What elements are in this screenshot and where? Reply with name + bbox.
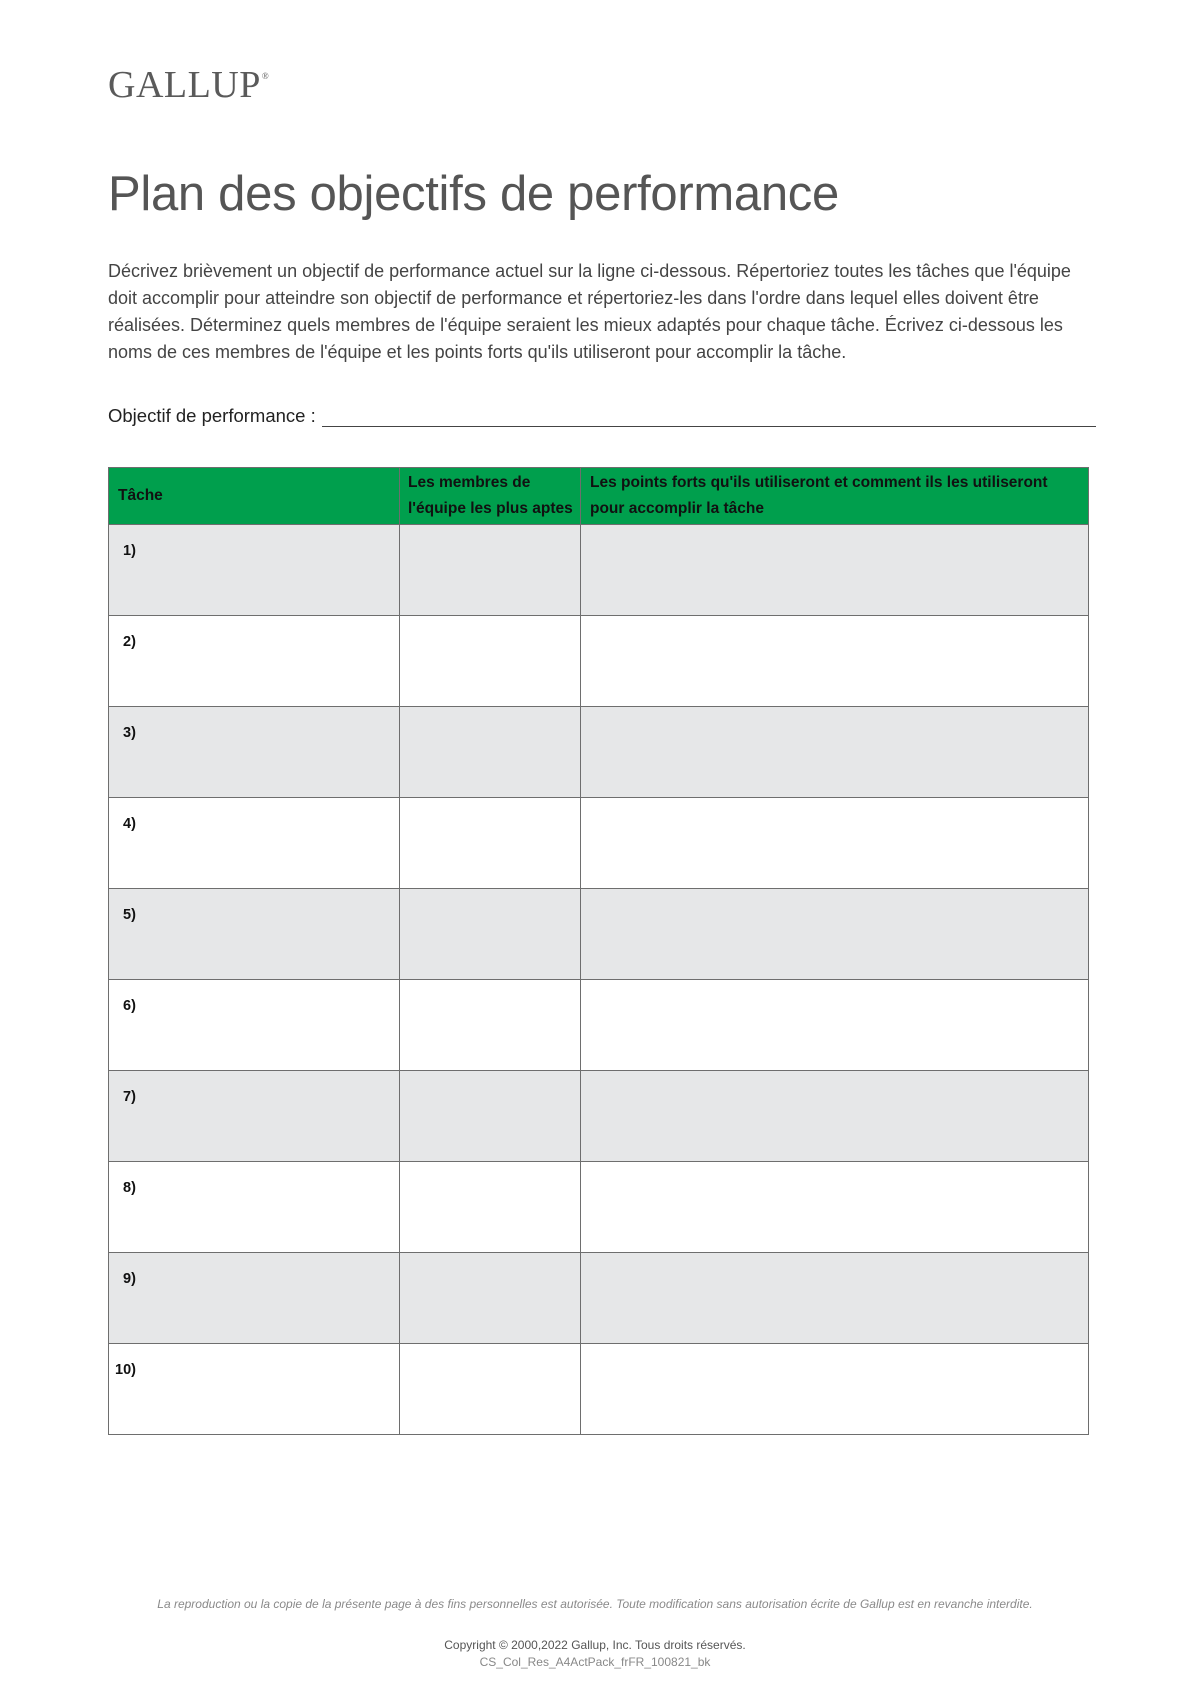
task-cell[interactable] xyxy=(109,798,400,889)
strengths-cell[interactable] xyxy=(581,1162,1089,1253)
table-row xyxy=(109,980,1089,1071)
task-cell[interactable] xyxy=(109,1253,400,1344)
members-cell[interactable] xyxy=(400,1071,581,1162)
task-number: 5) xyxy=(123,907,136,923)
members-cell[interactable] xyxy=(400,616,581,707)
members-cell[interactable] xyxy=(400,707,581,798)
strengths-cell[interactable] xyxy=(581,1253,1089,1344)
task-table xyxy=(108,467,1089,1435)
table-row xyxy=(109,1253,1089,1344)
document-id: CS_Col_Res_A4ActPack_frFR_100821_bk xyxy=(479,1655,711,1669)
task-cell[interactable] xyxy=(109,1344,400,1435)
table-row xyxy=(109,889,1089,980)
task-table-body xyxy=(109,525,1089,1435)
registered-mark: ® xyxy=(261,71,270,81)
task-number: 10) xyxy=(115,1362,136,1378)
task-number: 4) xyxy=(123,816,136,832)
task-cell[interactable] xyxy=(109,525,400,616)
task-cell[interactable] xyxy=(109,1071,400,1162)
members-cell[interactable] xyxy=(400,1253,581,1344)
table-row xyxy=(109,525,1089,616)
task-cell[interactable] xyxy=(109,616,400,707)
task-number: 2) xyxy=(123,634,136,650)
strengths-cell[interactable] xyxy=(581,525,1089,616)
task-cell[interactable] xyxy=(109,707,400,798)
members-cell[interactable] xyxy=(400,1162,581,1253)
gallup-logo xyxy=(108,66,268,104)
strengths-cell[interactable] xyxy=(581,798,1089,889)
table-row xyxy=(109,1071,1089,1162)
goal-row xyxy=(108,403,1096,427)
goal-label: Objectif de performance : xyxy=(108,405,316,426)
members-cell[interactable] xyxy=(400,525,581,616)
logo-text: GALLUP xyxy=(108,64,261,106)
members-cell[interactable] xyxy=(400,798,581,889)
instructions-paragraph: Décrivez brièvement un objectif de performance actuel sur la ligne ci-dessous. Répertoriez toutes les tâches que l'équipe doit accomplir pour atteindre son objectif de performance et répertoriez-les dans l'ordre dans lequel elles doivent être réalisées. Déterminez quels membres de l'équipe seraient les mieux adaptés pour chaque tâche. Écrivez ci-dessous les noms de ces membres de l'équipe et les points forts qu'ils utiliseront pour accomplir la tâche. xyxy=(108,261,1071,362)
table-row xyxy=(109,1162,1089,1253)
strengths-cell[interactable] xyxy=(581,707,1089,798)
task-number: 6) xyxy=(123,998,136,1014)
strengths-cell[interactable] xyxy=(581,889,1089,980)
page-title: Plan des objectifs de performance xyxy=(108,167,839,221)
copyright-text: Copyright © 2000,2022 Gallup, Inc. Tous droits réservés. xyxy=(444,1638,746,1652)
strengths-cell[interactable] xyxy=(581,616,1089,707)
task-cell[interactable] xyxy=(109,1162,400,1253)
table-row xyxy=(109,798,1089,889)
task-number: 9) xyxy=(123,1271,136,1287)
column-header-task: Tâche xyxy=(109,468,400,525)
reproduction-notice: La reproduction ou la copie de la présente page à des fins personnelles est autorisée. Toute modification sans autorisation écrite de Gallup est en revanche interdite. xyxy=(157,1597,1033,1611)
strengths-cell[interactable] xyxy=(581,980,1089,1071)
strengths-cell[interactable] xyxy=(581,1344,1089,1435)
strengths-cell[interactable] xyxy=(581,1071,1089,1162)
task-number: 1) xyxy=(123,543,136,559)
task-number: 8) xyxy=(123,1180,136,1196)
task-number: 7) xyxy=(123,1089,136,1105)
column-header-strengths: Les points forts qu'ils utiliseront et comment ils les utiliseront pour accomplir la tâche xyxy=(581,468,1089,525)
members-cell[interactable] xyxy=(400,980,581,1071)
table-row xyxy=(109,707,1089,798)
table-row xyxy=(109,616,1089,707)
task-number: 3) xyxy=(123,725,136,741)
members-cell[interactable] xyxy=(400,889,581,980)
table-header-row xyxy=(109,468,1089,525)
goal-input[interactable] xyxy=(322,403,1096,427)
table-row xyxy=(109,1344,1089,1435)
members-cell[interactable] xyxy=(400,1344,581,1435)
task-cell[interactable] xyxy=(109,980,400,1071)
column-header-members: Les membres de l'équipe les plus aptes xyxy=(400,468,581,525)
task-cell[interactable] xyxy=(109,889,400,980)
